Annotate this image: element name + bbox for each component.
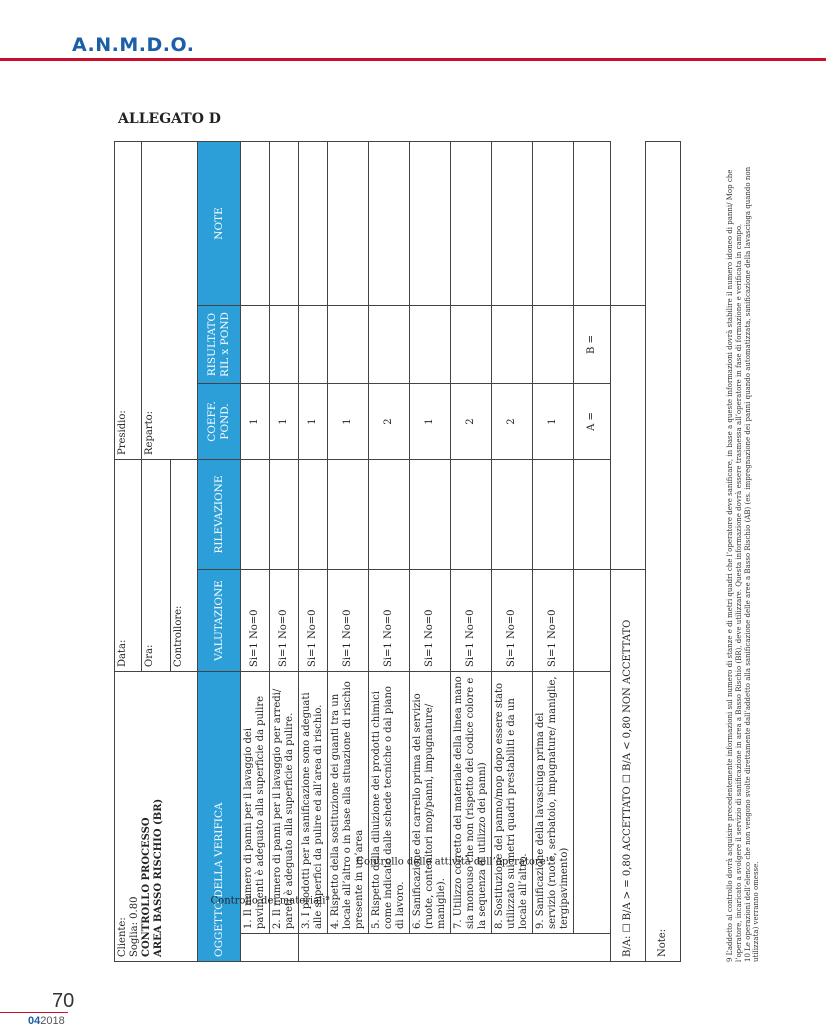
table-row [410, 141, 451, 961]
header-note: NOTE [198, 141, 241, 305]
row-coeff: 2 [369, 384, 410, 460]
row-valutazione: Si=1 No=0 [270, 570, 299, 672]
row-note[interactable] [451, 141, 492, 305]
row-valutazione: Si=1 No=0 [299, 570, 328, 672]
header-coeff: COEFF. POND. [198, 384, 241, 460]
cliente-label: Cliente: [117, 917, 128, 957]
row-risultato[interactable] [369, 306, 410, 384]
issue-label [28, 1015, 65, 1027]
row-text: 9. Sanificazione della lavasciuga prima del servizio (ruote, serbatoio, impugnature/ maniglie, tergipavimento) [533, 672, 574, 934]
row-valutazione: Si=1 No=0 [328, 570, 369, 672]
row-valutazione: Si=1 No=0 [451, 570, 492, 672]
table-row [369, 141, 410, 961]
row-rilevazione[interactable] [328, 460, 369, 570]
row-rilevazione[interactable] [533, 460, 574, 570]
row-note[interactable] [410, 141, 451, 305]
note-row [611, 141, 646, 961]
row-risultato[interactable] [241, 306, 270, 384]
row-coeff: 1 [328, 384, 369, 460]
table-row [241, 141, 270, 961]
controllore-field[interactable] [171, 460, 198, 672]
esito-cell[interactable]: B/A: ☐ B/A > = 0,80 ACCETTATO ☐ B/A < 0,80 NON ACCETTATO [611, 570, 646, 962]
totals-row [574, 141, 611, 961]
row-risultato[interactable] [451, 306, 492, 384]
process-title-1: CONTROLLO PROCESSO [141, 817, 152, 957]
row-coeff: 2 [492, 384, 533, 460]
row-risultato[interactable] [299, 306, 328, 384]
row-text: 1. Il numero di panni per il lavaggio dei pavimenti è adeguato alla superficie da pulire [241, 672, 270, 934]
row-note[interactable] [533, 141, 574, 305]
table-row [299, 141, 328, 961]
row-risultato[interactable] [328, 306, 369, 384]
footnotes [726, 142, 761, 962]
row-risultato[interactable] [492, 306, 533, 384]
reparto-label: Reparto: [144, 411, 155, 455]
cliente-cell [115, 672, 198, 962]
table-row [328, 141, 369, 961]
form-info-row-1 [115, 141, 142, 961]
ora-label: Ora: [144, 644, 155, 667]
page-number-divider [0, 1012, 68, 1013]
header-risultato: RISULTATO RIL x POND [198, 306, 241, 384]
footnote-9: 9 L’addetto al controllo dovrà acquisire precedentemente informazioni sul numero di stanze e di metri quadri che l’operatore deve sanificare, in base a queste informazioni dovrà stabilire il numero idoneo di panni/ Mop che l’operatore, incaricato a svolgere il servizio di sanificazione in area a Basso Rischio (BR), deve utilizzare. Questa informazione dovrà essere trasmessa all’operatore in fase di formazione e verificata in campo. [726, 169, 743, 962]
sum-b[interactable]: B = [574, 306, 611, 384]
category-materiali: Controllo dei materiali⁹ [241, 934, 299, 962]
row-valutazione: Si=1 No=0 [369, 570, 410, 672]
row-text: 4. Rispetto della sostituzione dei guanti tra un locale all’altro o in base alla situazione di rischio presente in un’area [328, 672, 369, 934]
row-risultato[interactable] [270, 306, 299, 384]
row-coeff: 1 [299, 384, 328, 460]
verification-table [114, 141, 681, 962]
category-attivita: Controllo delle attività dell’operatore¹⁰ [299, 934, 611, 962]
data-label: Data: [117, 639, 128, 667]
row-risultato[interactable] [410, 306, 451, 384]
row-note[interactable] [492, 141, 533, 305]
issue-year: 2018 [40, 1015, 65, 1027]
presidio-label: Presidio: [117, 410, 128, 455]
process-title-2: AREA BASSO RISCHIO (BR) [153, 798, 164, 957]
row-rilevazione[interactable] [241, 460, 270, 570]
rotated-form [114, 142, 761, 962]
row-note[interactable] [299, 141, 328, 305]
header-valutazione: VALUTAZIONE [198, 570, 241, 672]
row-note[interactable] [369, 141, 410, 305]
row-note[interactable] [270, 141, 299, 305]
row-text: 3. I prodotti per la sanificazione sono adeguati alle superfici da pulire ed all’area di rischio. [299, 672, 328, 934]
page-number: 70 [52, 990, 75, 1012]
row-risultato[interactable] [533, 306, 574, 384]
controllore-label: Controllore: [173, 605, 184, 667]
row-valutazione: Si=1 No=0 [410, 570, 451, 672]
table-row [533, 141, 574, 961]
row-text: 7. Utilizzo corretto del materiale della linea mano sia monouso che non (rispetto del codice colore e la sequenza di utilizzo dei panni) [451, 672, 492, 934]
table-row [492, 141, 533, 961]
footnote-10: 10 Le operazioni dell’elenco che non vengono svolte direttamente dall’addetto alla sanificazione delle aree a Basso Rischio (AB) (es. impregnazione dei panni quando automatizzata, sanificazione della lavasciuga quando non utilizzata) verranno omesse. [743, 166, 761, 962]
header-rilevazione: RILEVAZIONE [198, 460, 241, 570]
totals-empty [574, 672, 611, 934]
row-rilevazione[interactable] [369, 460, 410, 570]
row-valutazione: Si=1 No=0 [241, 570, 270, 672]
issue-number: 04 [28, 1015, 41, 1027]
row-coeff: 2 [451, 384, 492, 460]
header-divider [0, 58, 826, 61]
ora-field[interactable] [142, 460, 171, 672]
row-text: 6. Sanificazione del carrello prima del servizio (ruote, contenitori mop/panni, impugnature/ maniglie). [410, 672, 451, 934]
presidio-field[interactable] [115, 141, 142, 459]
row-rilevazione[interactable] [492, 460, 533, 570]
row-text: 2. Il numero di panni per il lavaggio per arredi/ pareti è adeguato alla superficie da pulire. [270, 672, 299, 934]
table-header [198, 141, 241, 961]
row-rilevazione[interactable] [270, 460, 299, 570]
row-coeff: 1 [241, 384, 270, 460]
row-text: 8. Sostituzione del panno/mop dopo essere stato utilizzato sui metri quadri prestabiliti e da un locale all’altro. [492, 672, 533, 934]
table-row [270, 141, 299, 961]
data-field[interactable] [115, 460, 142, 672]
row-text: 5. Rispetto della diluizione dei prodotti chimici come indicato dalle schede tecniche o dal piano di lavoro. [369, 672, 410, 934]
row-coeff: 1 [270, 384, 299, 460]
row-coeff: 1 [533, 384, 574, 460]
note-row [646, 141, 681, 961]
totals-empty [574, 141, 611, 305]
reparto-field[interactable] [142, 141, 198, 459]
table-row [451, 141, 492, 961]
note-spacer [611, 306, 646, 570]
row-valutazione: Si=1 No=0 [492, 570, 533, 672]
totals-empty [574, 570, 611, 672]
row-note[interactable] [241, 141, 270, 305]
row-valutazione: Si=1 No=0 [533, 570, 574, 672]
row-rilevazione[interactable] [410, 460, 451, 570]
row-coeff: 1 [410, 384, 451, 460]
note-field[interactable] [646, 141, 681, 961]
row-rilevazione[interactable] [299, 460, 328, 570]
note-label: Note: [657, 928, 668, 957]
anmdo-logo: A.N.M.D.O. [72, 34, 195, 56]
totals-empty [574, 460, 611, 570]
header-oggetto: OGGETTO DELLA VERIFICA [198, 672, 241, 962]
row-rilevazione[interactable] [451, 460, 492, 570]
soglia-label: Soglia: 0.80 [129, 896, 140, 957]
annex-title: ALLEGATO D [118, 111, 221, 127]
row-note[interactable] [328, 141, 369, 305]
sum-a[interactable]: A = [574, 384, 611, 460]
